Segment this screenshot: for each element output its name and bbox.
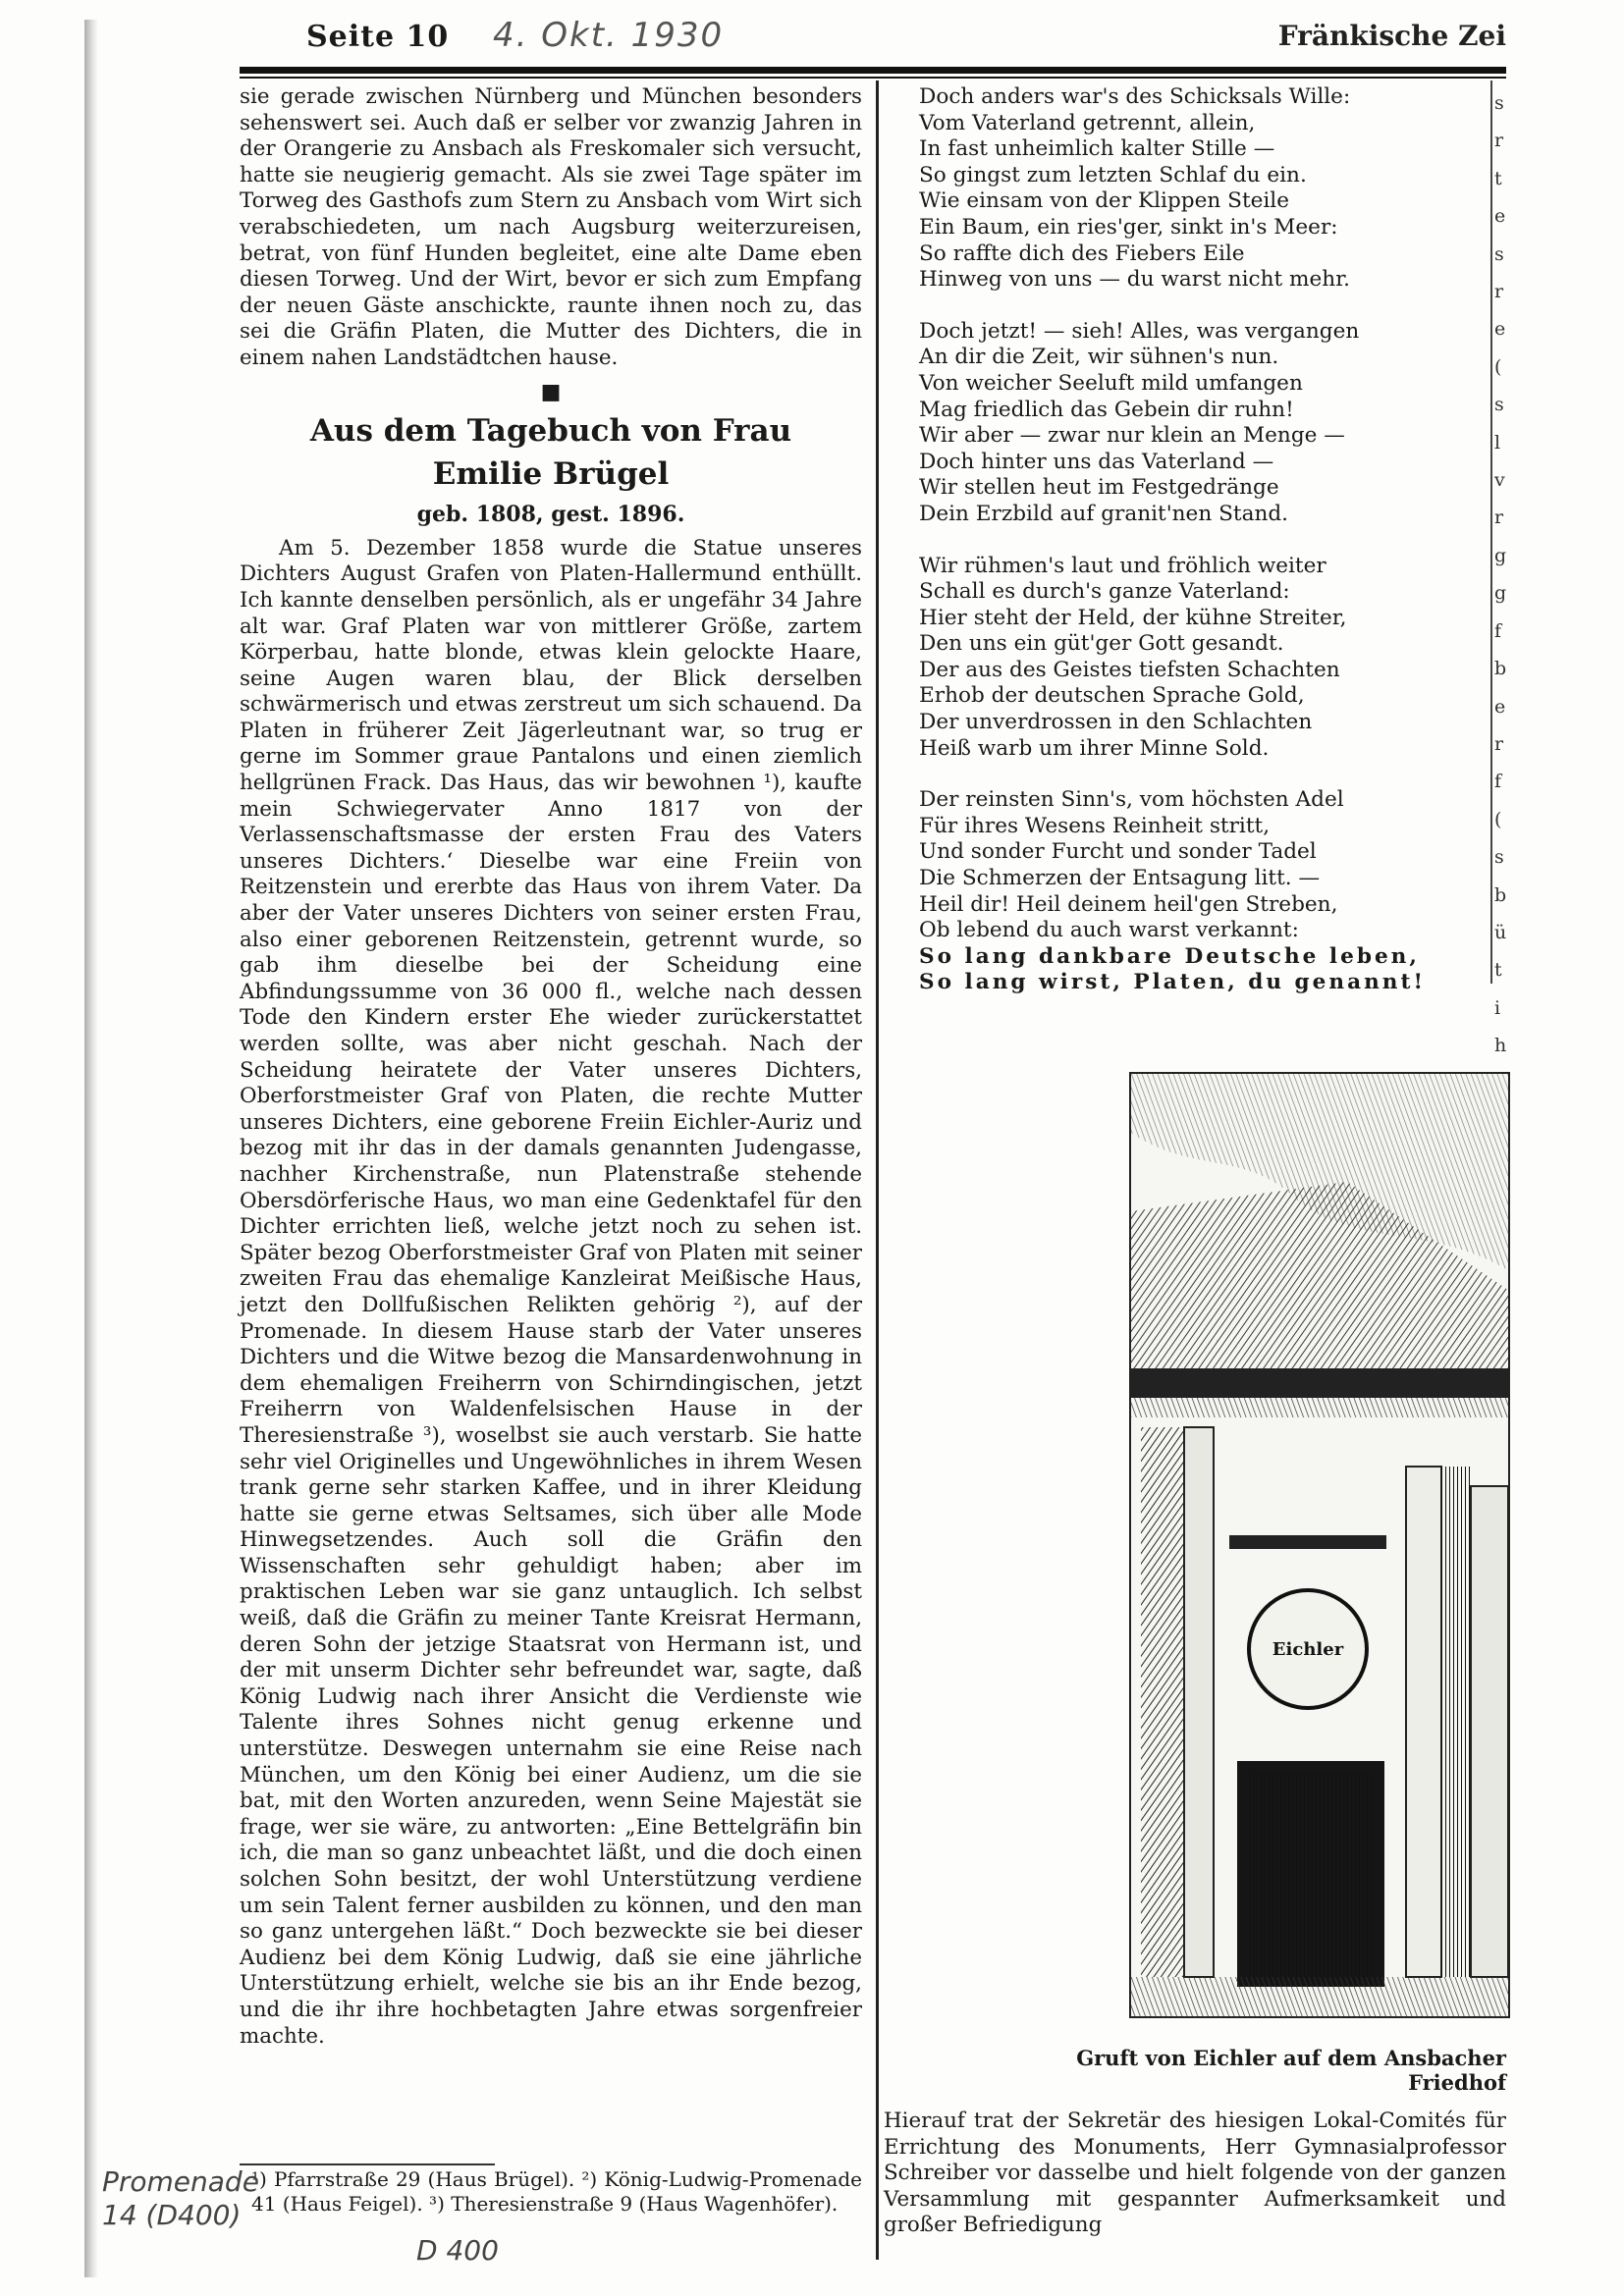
adjacent-column-fragment xyxy=(1494,84,1508,1140)
adjacent-column-letter: r xyxy=(1494,281,1504,303)
illustration-caption: Gruft von Eichler auf dem Ansbacher Friedhof xyxy=(1076,2046,1506,2095)
adjacent-column-letter: e xyxy=(1494,318,1506,341)
adjacent-column-letter: ü xyxy=(1494,921,1507,943)
poem-line: Heiß warb um ihrer Minne Sold. xyxy=(919,735,1270,761)
poem-line: Ob lebend du auch warst verkannt: xyxy=(919,918,1299,943)
poem-line: Doch jetzt! — sieh! Alles, was vergangen xyxy=(919,318,1360,344)
poem-line: Der aus des Geistes tiefsten Schachten xyxy=(919,657,1340,682)
poem-line: Die Schmerzen der Entsagung litt. — xyxy=(919,866,1321,891)
article-body: Am 5. Dezember 1858 wurde die Statue unseres Dichters August Grafen von Platen-Hallermund enthüllt. Ich kannte denselben persönlich, als er ungefähr 34 Jahre alt war. Graf Platen war von mittlerer Größe, zartem Körperbau, hatte blonde, etwas klein gelockte Haare, seine Augen waren blau, der Blick derselben schwärmerisch und etwas zerstreut um sich schauend. Da Platen in früherer Zeit Jägerleutnant war, so trug er gerne im Sommer graue Pantalons und einen ziemlich hellgrünen Frack. Das Haus, das wir bewohnen ¹), kaufte mein Schwiegervater Anno 1817 von der Verlassenschaftsmasse der ersten Frau des Vaters unseres Dichters.‘ Dieselbe war eine Freiin von Reitzenstein und ererbte das Haus von ihrem Vater. Da aber der Vater unseres Dichters von seiner ersten Frau, also einer geborenen Reitzenstein, getrennt wurde, so gab ihm dieselbe bei der Scheidung eine Abfindungssumme von 36 000 fl., welche nach dessen Tode den Kindern erster Ehe wieder zurückerstattet werden sollte, was aber nicht geschah. Nach der Scheidung heiratete der Vater unseres Dichters, Oberforstmeister Graf von Platen, die rechte Mutter unseres Dichters, eine geborene Freiin Eichler-Auriz und bezog mit ihr das in der damals genannten Judengasse, nachher Kirchenstraße, nun Platenstraße stehende Obersdörferische Haus, wo man eine Gedenktafel für den Dichter errichten ließ, welche jetzt noch zu sehen ist. Später bezog Oberforstmeister Graf von Platen mit seiner zweiten Frau das ehemalige Kanzleirat Meißische Haus, jetzt den Dollfußischen Relikten gehörig ²), auf der Promenade. In diesem Hause starb der Vater unseres Dichters und die Witwe bezog die Mansardenwohnung in dem ehemaligen Freiherrn von Schirndingischen, jetzt Freiherrn von Waldenfelsischen Hause in der Theresienstraße ³), woselbst sie auch verstarb. Sie hatte sehr viel Originelles und Ungewöhnliches in ihrem Wesen trank gerne sehr starken Kaffee, und in ihrer Kleidung hatte sie gerne etwas Seltsames, sich über alle Mode Hinwegsetzendes. Auch soll die Gräfin den Wissenschaften sehr gehuldigt haben; aber im praktischen Leben war sie ganz untauglich. Ich selbst weiß, daß die Gräfin zu meiner Tante Kreisrat Hermann, deren Sohn der jetzige Staatsrat von Hermann ist, und der mit unserm Dichter sehr befreundet war, sagte, daß König Ludwig nach ihrer Ansicht die Verdienste wie Talente ihres Sohnes nicht genug erkenne und unterstütze. Deswegen unternahm sie eine Reise nach München, um den König bei einer Audienz, um die sie bat, mit den Worten anzureden, wenn Seine Majestät sie frage, wer sie wäre, zu antworten: „Eine Bettelgräfin bin ich, die man so ganz unbeachtet läßt, und die doch einen solchen Sohn besitzt, der wohl Unterstützung verdiene um sein Talent ferner ausbilden zu können, und den man so ganz untergehen läßt.“ Doch bezweckte sie bei dieser Audienz bei dem König Ludwig, daß sie eine jährliche Unterstützung erhielt, welche sie bis an ihr Ende bezog, und die ihr ihre hochbetagten Jahre etwas sorgenfreier machte. xyxy=(240,535,862,2049)
adjacent-column-letter: ( xyxy=(1494,355,1502,378)
adjacent-column-letter: b xyxy=(1494,658,1507,680)
intro-paragraph: sie gerade zwischen Nürnberg und München besonders sehenswert sei. Auch daß er selber vor zwanzig Jahren in der Orangerie zu Ansbach als Freskomaler sich versucht, hatte sie neugierig gemacht. Als sie zwei Tage später im Torweg des Gasthofs zum Stern zu Ansbach vom Wirt sich verabschiedeten, um nach Augsburg weiterzureisen, betrat, von fünf Hunden begleitet, eine alte Dame eben diesen Torweg. Und der Wirt, bevor er sich zum Empfang der neuen Gäste anschickte, raunte ihnen noch zu, das sei die Gräfin Platen, die Mutter des Dichters, die in einem nahen Landstädtchen hause. xyxy=(240,84,862,370)
poem-line: Ein Baum, ein ries'ger, sinkt in's Meer: xyxy=(919,214,1338,240)
poem-line: Hier steht der Held, der kühne Streiter, xyxy=(919,605,1347,630)
handwritten-margin-note: Promenade 14 (D400) xyxy=(102,2165,259,2231)
poem-line: Von weicher Seeluft mild umfangen xyxy=(919,370,1303,396)
adjacent-column-letter: e xyxy=(1494,205,1506,228)
section-ornament: ■ xyxy=(540,379,562,404)
adjacent-column-letter: e xyxy=(1494,695,1506,718)
adjacent-column-letter: r xyxy=(1494,507,1504,529)
poem-line: Wir stellen heut im Festgedränge xyxy=(919,475,1279,501)
poem-line: Wir aber — zwar nur klein an Menge — xyxy=(919,423,1345,449)
masthead-fragment: Fränkische Zei xyxy=(1277,20,1506,52)
adjacent-column-letter: s xyxy=(1494,242,1504,265)
adjacent-column-letter: s xyxy=(1494,394,1504,416)
left-column xyxy=(240,84,862,2050)
adjacent-column-letter: b xyxy=(1494,883,1507,906)
adjacent-column-letter: t xyxy=(1494,167,1502,189)
crypt-illustration xyxy=(1129,1072,1510,2018)
article-title xyxy=(240,409,862,496)
header-rule-thin xyxy=(240,77,1506,79)
poem-line: Doch anders war's des Schicksals Wille: xyxy=(919,84,1351,109)
scan-edge-shadow xyxy=(84,20,98,2277)
poem-stanzas xyxy=(919,84,1489,944)
poem-stanza xyxy=(919,84,1489,294)
adjacent-column-letter: f xyxy=(1494,619,1502,642)
page-header xyxy=(306,16,1506,59)
poem-line: Schall es durch's ganze Vaterland: xyxy=(919,579,1290,605)
adjacent-column-letter: ( xyxy=(1494,808,1502,830)
adjacent-column-letter: g xyxy=(1494,582,1507,605)
adjacent-column-letter: t xyxy=(1494,959,1502,982)
adjacent-column-letter: f xyxy=(1494,771,1502,793)
poem-line: Für ihres Wesens Reinheit stritt, xyxy=(919,813,1271,838)
adjacent-column-letter: g xyxy=(1494,544,1507,566)
poem-line: Den uns ein güt'ger Gott gesandt. xyxy=(919,631,1284,657)
poem-final-line-1: So lang dankbare Deutsche leben, xyxy=(919,943,1420,969)
article-title-line-1: Aus dem Tagebuch von Frau xyxy=(309,413,792,450)
adjacent-column-letter: h xyxy=(1494,1035,1507,1057)
adjacent-column-letter: v xyxy=(1494,469,1505,492)
poem-line: Und sonder Furcht und sonder Tadel xyxy=(919,839,1317,865)
poem-stanza xyxy=(919,319,1489,528)
poem-line: Der reinsten Sinn's, vom höchsten Adel xyxy=(919,787,1344,813)
adjacent-column-rule xyxy=(1490,80,1492,984)
poem-line: So raffte dich des Fiebers Eile xyxy=(919,240,1245,266)
adjacent-column-letter: r xyxy=(1494,130,1504,152)
crypt-drawing xyxy=(1131,1074,1508,2016)
footnotes: ¹) Pfarrstraße 29 (Haus Brügel). ²) König-Ludwig-Promenade 41 (Haus Feigel). ³) Theresienstraße 9 (Haus Wagenhöfer). xyxy=(251,2167,862,2216)
poem-line: An dir die Zeit, wir sühnen's nun. xyxy=(919,345,1279,370)
poem-stanza xyxy=(919,787,1489,944)
poem-final-line-2: So lang wirst, Platen, du genannt! xyxy=(919,970,1426,995)
adjacent-column-letter: s xyxy=(1494,92,1504,114)
poem-line: In fast unheimlich kalter Stille — xyxy=(919,136,1275,162)
poem-line: Heil dir! Heil deinem heil'gen Streben, xyxy=(919,891,1338,917)
poem-line: Hinweg von uns — du warst nicht mehr. xyxy=(919,267,1351,293)
page-number: Seite 10 xyxy=(306,20,450,54)
poem-line: Wir rühmen's laut und fröhlich weiter xyxy=(919,553,1326,578)
poem-line: Dein Erzbild auf granit'nen Stand. xyxy=(919,501,1289,526)
footnote-rule xyxy=(240,2163,495,2165)
poem-line: Mag friedlich das Gebein dir ruhn! xyxy=(919,397,1294,422)
handwritten-date: 4. Okt. 1930 xyxy=(493,16,725,55)
column-divider xyxy=(876,80,879,2260)
poem-stanza xyxy=(919,554,1489,763)
poem-line: Wie einsam von der Klippen Steile xyxy=(919,188,1289,214)
poem-line: Doch hinter uns das Vaterland — xyxy=(919,449,1274,474)
poem-line: Erhob der deutschen Sprache Gold, xyxy=(919,683,1305,709)
crypt-plaque-text: Eichler xyxy=(1272,1639,1344,1660)
poem-line: Der unverdrossen in den Schlachten xyxy=(919,710,1313,735)
poem-column xyxy=(919,84,1489,996)
adjacent-column-letter: i xyxy=(1494,996,1501,1019)
article-subtitle: geb. 1808, gest. 1896. xyxy=(416,502,685,528)
adjacent-column-letter: l xyxy=(1494,431,1501,454)
right-column-bottom-paragraph: Hierauf trat der Sekretär des hiesigen Lokal-Comités für Errichtung des Monuments, Herr Gymnasialprofessor Schreiber vor dasselbe und hielt folgende von der ganzen Versammlung mit gespannter Aufmerksamkeit und großer Befriedigung xyxy=(884,2109,1506,2238)
poem-line: So gingst zum letzten Schlaf du ein. xyxy=(919,162,1307,187)
adjacent-column-letter: r xyxy=(1494,732,1504,755)
handwritten-reference: D 400 xyxy=(416,2234,499,2267)
poem-line: Vom Vaterland getrennt, allein, xyxy=(919,110,1256,135)
adjacent-column-letter: s xyxy=(1494,846,1504,869)
header-rule xyxy=(240,67,1506,74)
article-title-line-2: Emilie Brügel xyxy=(432,456,670,493)
